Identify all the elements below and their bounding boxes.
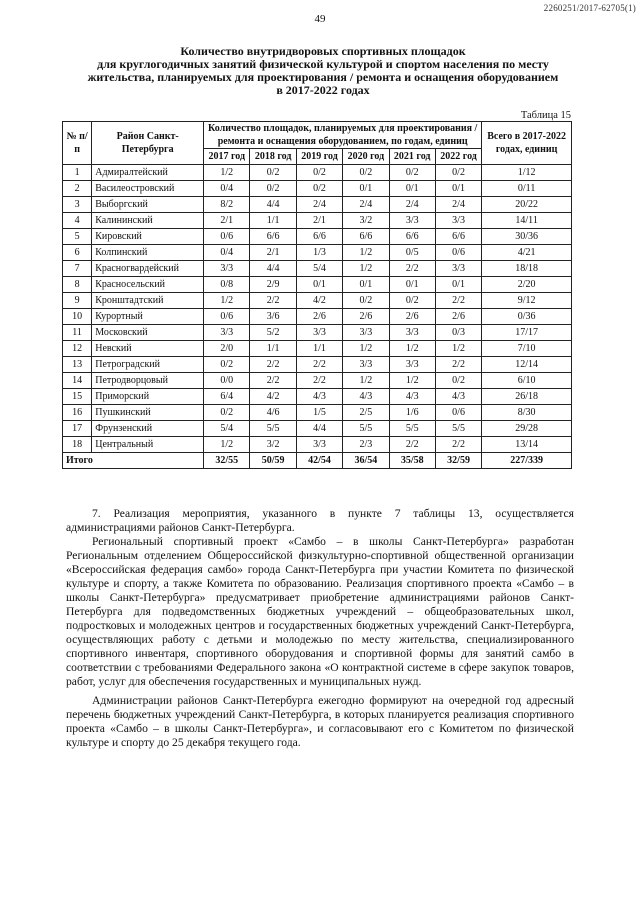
year-value: 0/1 xyxy=(435,277,481,293)
row-number: 17 xyxy=(63,421,92,437)
table-row xyxy=(63,325,572,341)
year-value: 0/6 xyxy=(204,309,250,325)
year-value: 0/2 xyxy=(389,165,435,181)
document-id: 2260251/2017-62705(1) xyxy=(543,3,636,13)
row-number: 3 xyxy=(63,197,92,213)
year-value: 0/2 xyxy=(343,293,389,309)
year-value: 2/6 xyxy=(343,309,389,325)
year-value: 0/4 xyxy=(204,245,250,261)
year-value: 6/6 xyxy=(343,229,389,245)
year-value: 1/2 xyxy=(343,245,389,261)
year-value: 2/6 xyxy=(389,309,435,325)
row-total: 7/10 xyxy=(482,341,572,357)
title-line: для круглогодичных занятий физической культурой и спортом населения по месту xyxy=(97,57,549,71)
paragraph-administrations: Администрации районов Санкт-Петербурга ежегодно формируют на очередной год адресный перечень бюджетных учреждений Санкт-Петербурга, в которых планируется реализация спортивного проекта «Самбо – в школы Санкт-Петербурга», и согласовывают его с Комитетом по физической культуре и спорту до 25 декабря текущего года. xyxy=(66,694,574,749)
table-row xyxy=(63,437,572,453)
year-value: 2/3 xyxy=(343,437,389,453)
year-value: 0/2 xyxy=(204,405,250,421)
table-row xyxy=(63,229,572,245)
row-number: 14 xyxy=(63,373,92,389)
year-value: 3/3 xyxy=(204,325,250,341)
year-value: 4/3 xyxy=(343,389,389,405)
row-number: 12 xyxy=(63,341,92,357)
year-value: 3/2 xyxy=(343,213,389,229)
table-row xyxy=(63,309,572,325)
row-number: 7 xyxy=(63,261,92,277)
row-total: 6/10 xyxy=(482,373,572,389)
year-value: 3/3 xyxy=(435,261,481,277)
title-line: Количество внутридворовых спортивных площадок xyxy=(180,44,466,58)
year-value: 0/2 xyxy=(296,165,342,181)
year-value: 2/0 xyxy=(204,341,250,357)
header-total: Всего в 2017-2022 годах, единиц xyxy=(482,122,572,165)
year-value: 6/6 xyxy=(389,229,435,245)
year-value: 0/1 xyxy=(296,277,342,293)
year-value: 5/4 xyxy=(296,261,342,277)
year-value: 0/8 xyxy=(204,277,250,293)
year-value: 2/2 xyxy=(389,261,435,277)
total-cell: 35/58 xyxy=(389,453,435,469)
year-value: 3/3 xyxy=(389,213,435,229)
year-value: 5/5 xyxy=(250,421,296,437)
row-number: 1 xyxy=(63,165,92,181)
row-number: 6 xyxy=(63,245,92,261)
year-value: 2/4 xyxy=(296,197,342,213)
year-value: 5/5 xyxy=(389,421,435,437)
year-value: 2/5 xyxy=(343,405,389,421)
year-value: 0/2 xyxy=(250,181,296,197)
year-value: 1/1 xyxy=(296,341,342,357)
table-row xyxy=(63,197,572,213)
paragraph-item-7: 7. Реализация мероприятия, указанного в пункте 7 таблицы 13, осуществляется администрациями районов Санкт-Петербурга. xyxy=(66,507,574,534)
year-value: 2/1 xyxy=(296,213,342,229)
row-total: 4/21 xyxy=(482,245,572,261)
district-name: Фрунзенский xyxy=(92,421,204,437)
district-name: Кронштадтский xyxy=(92,293,204,309)
table-row xyxy=(63,261,572,277)
year-value: 3/3 xyxy=(343,357,389,373)
district-name: Петродворцовый xyxy=(92,373,204,389)
table-body xyxy=(63,165,572,453)
table-row xyxy=(63,389,572,405)
year-value: 0/2 xyxy=(389,293,435,309)
year-value: 4/4 xyxy=(250,197,296,213)
year-value: 4/3 xyxy=(389,389,435,405)
district-name: Петроградский xyxy=(92,357,204,373)
row-number: 10 xyxy=(63,309,92,325)
row-total: 18/18 xyxy=(482,261,572,277)
district-name: Красногвардейский xyxy=(92,261,204,277)
year-value: 0/6 xyxy=(435,405,481,421)
year-value: 0/2 xyxy=(435,373,481,389)
year-value: 4/4 xyxy=(296,421,342,437)
header-years-group: Количество площадок, планируемых для проектирования / ремонта и оснащения оборудованием, по годам, единиц xyxy=(204,122,482,149)
header-year: 2020 год xyxy=(343,149,389,165)
row-number: 9 xyxy=(63,293,92,309)
row-total: 17/17 xyxy=(482,325,572,341)
row-number: 2 xyxy=(63,181,92,197)
year-value: 8/2 xyxy=(204,197,250,213)
row-total: 8/30 xyxy=(482,405,572,421)
row-total: 0/36 xyxy=(482,309,572,325)
year-value: 4/3 xyxy=(435,389,481,405)
row-total: 9/12 xyxy=(482,293,572,309)
district-name: Курортный xyxy=(92,309,204,325)
header-year: 2022 год xyxy=(435,149,481,165)
year-value: 0/2 xyxy=(250,165,296,181)
header-year: 2021 год xyxy=(389,149,435,165)
row-number: 16 xyxy=(63,405,92,421)
year-value: 2/2 xyxy=(250,373,296,389)
year-value: 6/6 xyxy=(250,229,296,245)
year-value: 3/3 xyxy=(389,325,435,341)
year-value: 3/3 xyxy=(296,325,342,341)
year-value: 4/2 xyxy=(250,389,296,405)
year-value: 1/1 xyxy=(250,213,296,229)
year-value: 2/2 xyxy=(435,357,481,373)
year-value: 0/2 xyxy=(296,181,342,197)
title-line: в 2017-2022 годах xyxy=(276,83,370,97)
year-value: 2/4 xyxy=(435,197,481,213)
district-name: Кировский xyxy=(92,229,204,245)
header-year: 2019 год xyxy=(296,149,342,165)
header-district: Район Санкт-Петербурга xyxy=(92,122,204,165)
year-value: 2/2 xyxy=(296,373,342,389)
header-num: № п/п xyxy=(63,122,92,165)
row-total: 30/36 xyxy=(482,229,572,245)
year-value: 1/2 xyxy=(204,165,250,181)
table-row xyxy=(63,181,572,197)
year-value: 1/3 xyxy=(296,245,342,261)
year-value: 5/2 xyxy=(250,325,296,341)
year-value: 6/4 xyxy=(204,389,250,405)
year-value: 3/3 xyxy=(296,437,342,453)
row-number: 13 xyxy=(63,357,92,373)
year-value: 1/2 xyxy=(343,373,389,389)
table-title xyxy=(40,45,606,97)
year-value: 4/2 xyxy=(296,293,342,309)
year-value: 1/5 xyxy=(296,405,342,421)
year-value: 2/2 xyxy=(435,437,481,453)
total-row xyxy=(63,453,572,469)
district-name: Выборгский xyxy=(92,197,204,213)
year-value: 0/1 xyxy=(389,277,435,293)
year-value: 0/0 xyxy=(204,373,250,389)
table-row xyxy=(63,373,572,389)
table-row xyxy=(63,421,572,437)
year-value: 1/2 xyxy=(204,437,250,453)
year-value: 1/2 xyxy=(204,293,250,309)
table-row xyxy=(63,357,572,373)
total-cell: 50/59 xyxy=(250,453,296,469)
header-year: 2017 год xyxy=(204,149,250,165)
year-value: 2/1 xyxy=(204,213,250,229)
row-number: 11 xyxy=(63,325,92,341)
district-name: Невский xyxy=(92,341,204,357)
year-value: 2/2 xyxy=(296,357,342,373)
year-value: 0/2 xyxy=(435,165,481,181)
year-value: 2/1 xyxy=(250,245,296,261)
total-cell: 42/54 xyxy=(296,453,342,469)
title-line: жительства, планируемых для проектирования / ремонта и оснащения оборудованием xyxy=(87,70,559,84)
total-cell: 32/55 xyxy=(204,453,250,469)
district-name: Приморский xyxy=(92,389,204,405)
row-number: 8 xyxy=(63,277,92,293)
year-value: 2/2 xyxy=(250,293,296,309)
year-value: 3/3 xyxy=(343,325,389,341)
year-value: 5/5 xyxy=(343,421,389,437)
total-label: Итого xyxy=(63,453,204,469)
table-row xyxy=(63,165,572,181)
row-number: 4 xyxy=(63,213,92,229)
year-value: 5/4 xyxy=(204,421,250,437)
year-value: 3/6 xyxy=(250,309,296,325)
year-value: 0/6 xyxy=(435,245,481,261)
page-number: 49 xyxy=(314,13,326,25)
row-total: 26/18 xyxy=(482,389,572,405)
district-name: Московский xyxy=(92,325,204,341)
row-total: 0/11 xyxy=(482,181,572,197)
table-label: Таблица 15 xyxy=(520,110,571,121)
year-value: 0/2 xyxy=(343,165,389,181)
year-value: 0/5 xyxy=(389,245,435,261)
year-value: 2/6 xyxy=(296,309,342,325)
row-total: 1/12 xyxy=(482,165,572,181)
year-value: 5/5 xyxy=(435,421,481,437)
row-total: 2/20 xyxy=(482,277,572,293)
year-value: 4/4 xyxy=(250,261,296,277)
header-year: 2018 год xyxy=(250,149,296,165)
district-name: Пушкинский xyxy=(92,405,204,421)
grand-total-cell: 227/339 xyxy=(482,453,572,469)
district-name: Центральный xyxy=(92,437,204,453)
total-cell: 36/54 xyxy=(343,453,389,469)
row-total: 14/11 xyxy=(482,213,572,229)
year-value: 2/2 xyxy=(250,357,296,373)
year-value: 1/2 xyxy=(343,341,389,357)
row-total: 20/22 xyxy=(482,197,572,213)
year-value: 0/3 xyxy=(435,325,481,341)
row-number: 18 xyxy=(63,437,92,453)
district-name: Калининский xyxy=(92,213,204,229)
year-value: 0/1 xyxy=(389,181,435,197)
year-value: 0/4 xyxy=(204,181,250,197)
district-name: Адмиралтейский xyxy=(92,165,204,181)
table-row xyxy=(63,405,572,421)
year-value: 1/1 xyxy=(250,341,296,357)
sports-grounds-table xyxy=(62,121,572,469)
year-value: 4/3 xyxy=(296,389,342,405)
district-name: Колпинский xyxy=(92,245,204,261)
table-row xyxy=(63,293,572,309)
year-value: 1/2 xyxy=(435,341,481,357)
year-value: 2/4 xyxy=(389,197,435,213)
year-value: 0/1 xyxy=(435,181,481,197)
row-total: 29/28 xyxy=(482,421,572,437)
year-value: 0/1 xyxy=(343,277,389,293)
year-value: 1/2 xyxy=(389,341,435,357)
year-value: 2/9 xyxy=(250,277,296,293)
year-value: 0/1 xyxy=(343,181,389,197)
year-value: 0/2 xyxy=(204,357,250,373)
year-value: 2/2 xyxy=(435,293,481,309)
year-value: 0/6 xyxy=(204,229,250,245)
year-value: 3/2 xyxy=(250,437,296,453)
year-value: 2/6 xyxy=(435,309,481,325)
district-name: Красносельский xyxy=(92,277,204,293)
year-value: 4/6 xyxy=(250,405,296,421)
year-value: 1/2 xyxy=(343,261,389,277)
year-value: 2/4 xyxy=(343,197,389,213)
year-value: 6/6 xyxy=(296,229,342,245)
row-number: 5 xyxy=(63,229,92,245)
year-value: 3/3 xyxy=(435,213,481,229)
year-value: 3/3 xyxy=(204,261,250,277)
table-row xyxy=(63,277,572,293)
district-name: Василеостровский xyxy=(92,181,204,197)
table-row xyxy=(63,245,572,261)
year-value: 1/2 xyxy=(389,373,435,389)
year-value: 3/3 xyxy=(389,357,435,373)
year-value: 1/6 xyxy=(389,405,435,421)
total-cell: 32/59 xyxy=(435,453,481,469)
year-value: 2/2 xyxy=(389,437,435,453)
paragraph-sambo-project: Региональный спортивный проект «Самбо – в школы Санкт-Петербурга» разработан Региональным отделением Общероссийской физкультурно-спортивной общественной организации «Всероссийская федерация самбо» города Санкт-Петербурга при участии Комитета по физической культуре и спорту, а также Комитета по образованию. Реализация спортивного проекта «Самбо – в школы Санкт-Петербурга» предусматривает приобретение администрациями районов Санкт-Петербурга для подведомственных бюджетных учреждений – общеобразовательных школ, подростковых и молодежных центров и государственных бюджетных учреждений Санкт-Петербурга, осуществляющих работу с детьми и молодежью по месту жительства, специализированного спортивного инвентаря, спортивного оборудования и спортивной формы для занятий самбо в соответствии с требованиями Федерального закона «О контрактной системе в сфере закупок товаров, работ, услуг для обеспечения государственных и муниципальных нужд. xyxy=(66,535,574,688)
table-row xyxy=(63,213,572,229)
row-number: 15 xyxy=(63,389,92,405)
table-row xyxy=(63,341,572,357)
row-total: 12/14 xyxy=(482,357,572,373)
year-value: 6/6 xyxy=(435,229,481,245)
row-total: 13/14 xyxy=(482,437,572,453)
body-text xyxy=(66,507,574,750)
